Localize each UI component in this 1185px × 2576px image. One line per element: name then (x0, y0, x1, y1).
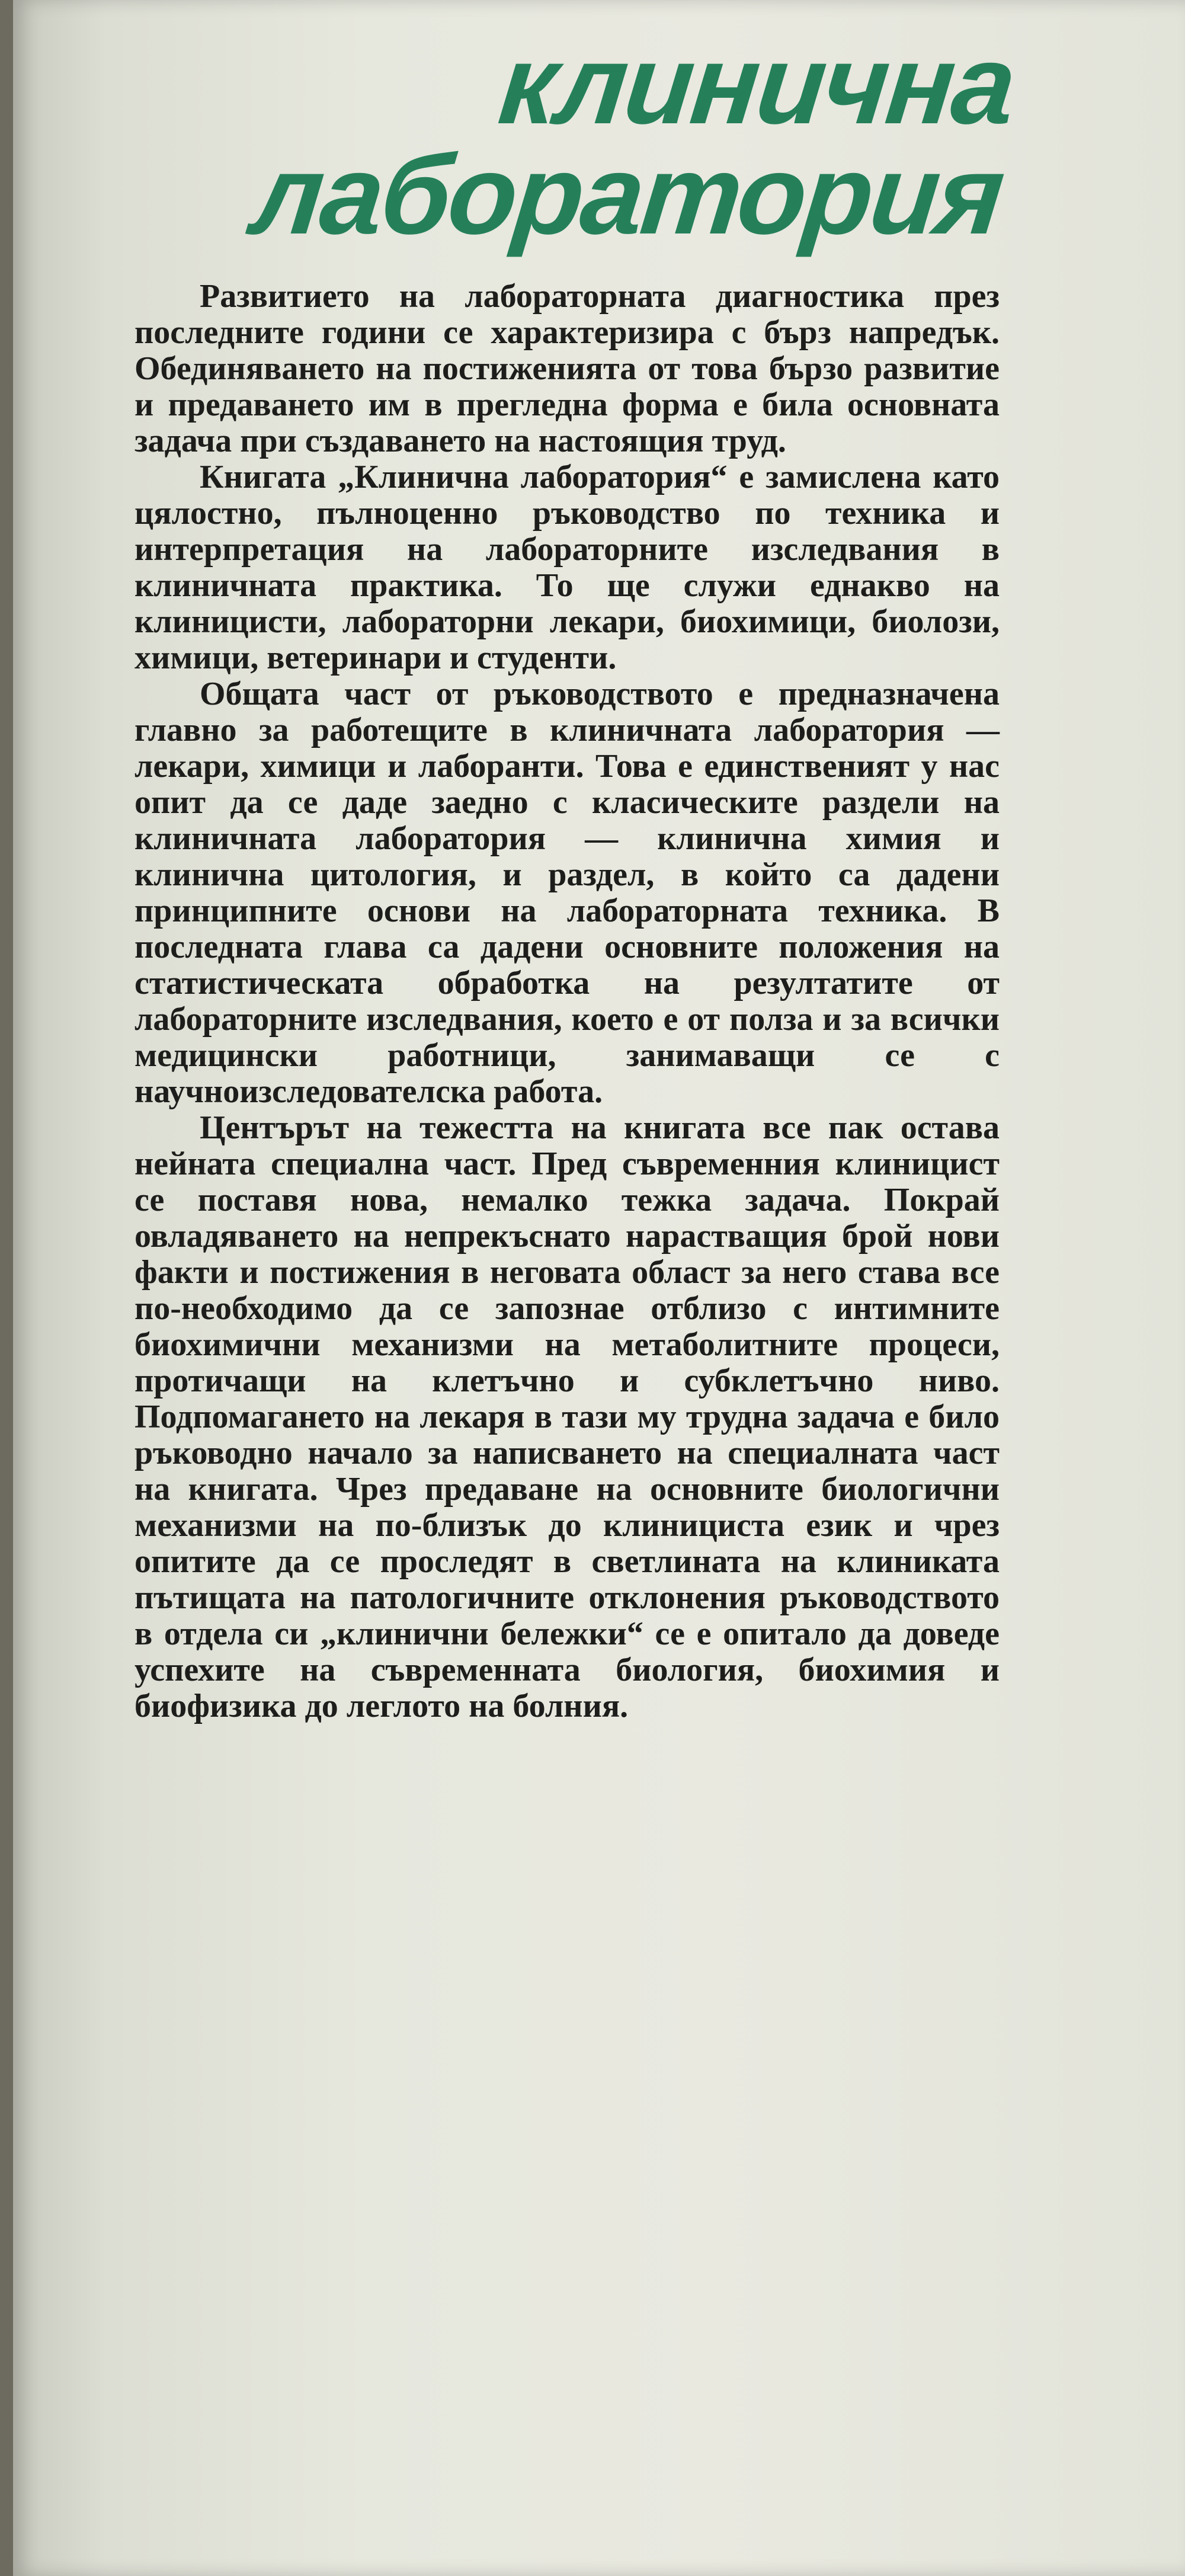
title-line-1: клинична (494, 22, 1020, 148)
book-title (247, 22, 1020, 258)
description-text (134, 279, 1000, 1724)
paragraph: Общата част от ръководството е предназначена главно за работещите в клиничната лаборатория — лекари, химици и лаборанти. Това е единственият у нас опит да се даде заедно с класическите раздели на клиничната лаборатория — клинична химия и клинична цитология, и раздел, в който са дадени принципните основи на лабораторната техника. В последната глава са дадени основните положения на статистическата обработка на резултатите от лабораторните изследвания, което е от полза и за всички медицински работници, занимаващи се с научноизследователска работа. (134, 676, 1000, 1110)
book-cover-page (13, 0, 1185, 2576)
title-line-2: лаборатория (247, 132, 1008, 258)
paragraph: Развитието на лабораторната диагностика през последните години се характеризира с бърз напредък. Обединяването на постиженията от това бързо развитие и предаването им в прегледна форма е била основната задача при създаването на настоящия труд. (134, 278, 1000, 459)
paragraph: Центърът на тежестта на книгата все пак остава нейната специална част. Пред съвременния клиницист се поставя нова, немалко тежка задача. Покрай овладяването на непрекъснато нарастващия брой нови факти и постижения в неговата област за него става все по-необходимо да се запознае отблизо с интимните биохимични механизми на метаболитните процеси, протичащи на клетъчно и субклетъчно ниво. Подпомагането на лекаря в тази му трудна задача е било ръководно начало за написването на специалната част на книгата. Чрез предаване на основните биологични механизми на по-близък до клинициста език и чрез опитите да се проследят в светлината на клиниката пътищата на патологичните отклонения ръководството в отдела си „клинични бележки“ се е опитало да доведе успехите на съвременната биология, биохимия и биофизика до леглото на болния. (134, 1109, 1000, 1724)
paragraph: Книгата „Клинична лаборатория“ е замислена като цялостно, пълноценно ръководство по техника и интерпретация на лабораторните изследвания в клиничната практика. То ще служи еднакво на клиницисти, лабораторни лекари, биохимици, биолози, химици, ветеринари и студенти. (134, 459, 1000, 676)
